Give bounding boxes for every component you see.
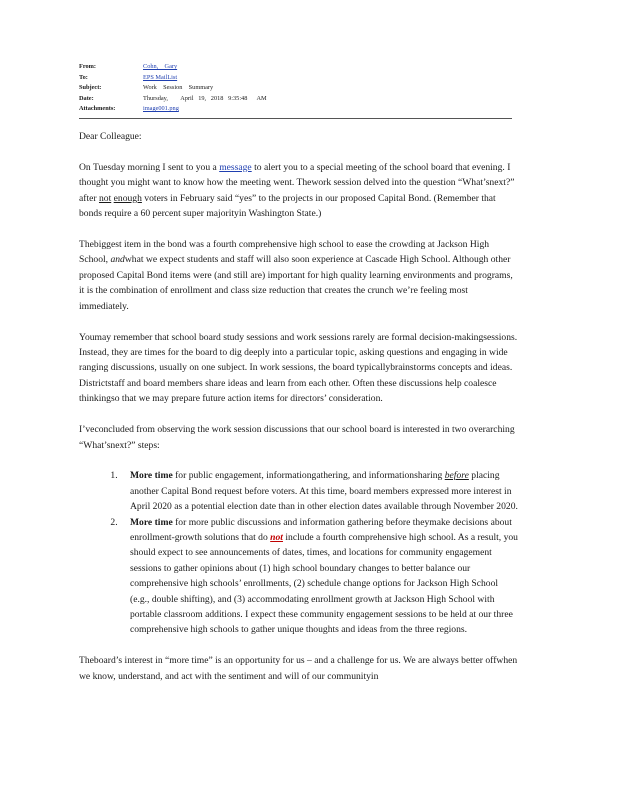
attachments-label: Attachments: [79, 105, 116, 113]
step-2-heading: More time [130, 516, 173, 528]
paragraph-3: Youmay remember that school board study sessions and work sessions rarely are formal decision-makingsessions. Instead, they are times for the board to dig deeply into a particular topic, asking questions and engaging in wide ranging discussions, usually on one subject. In work sessions, the board typicallybrainstorms concepts and ideas. Districtstaff and board members share ideas and learn from each other. Often these discussions help coalesce thinkingso that we may prepare future action items for directors’ consideration. [79, 331, 518, 405]
step-1-text-1: for public engagement, informationgathering, and informationsharing [172, 470, 445, 482]
not-emphasis: not [270, 532, 283, 544]
enough-underlined: enough [113, 192, 142, 204]
subject-row [79, 83, 511, 94]
step-1-heading: More time [130, 470, 173, 482]
from-row [79, 62, 511, 73]
to-value[interactable]: EPS MailList [143, 73, 178, 81]
greeting: Dear Colleague: [79, 131, 142, 142]
date-label: Date: [79, 94, 94, 102]
to-row [79, 73, 511, 84]
header-divider [79, 118, 512, 119]
paragraph-1 [79, 160, 519, 222]
subject-value: Work Session Summary [143, 84, 214, 92]
p2-text-2: what we expect students and staff will also soon experience at Cascade High School. Although other proposed Capital Bond items were (and still are) important for high quality learning environments and programs, it is the combination of enrollment and class size reduction that creates the crunch we’re feeling most immediately. [79, 254, 513, 312]
not-underlined: not [98, 192, 112, 204]
step-2-text-1: for more public discussions and information gathering before theymake decisions about enrollment-growth solutions that do [130, 516, 512, 544]
date-value: Thursday, April 19, 2018 9:35:48 AM [143, 94, 267, 102]
paragraph-4: I’veconcluded from observing the work session discussions that our school board is interested in two overarching “What’snext?” steps: [79, 424, 515, 451]
letter-body [79, 129, 519, 700]
steps-list [79, 468, 519, 637]
p1-text-4: voters in February said “yes” to the projects in our proposed Capital Bond. (Remember that bonds require a 60 percent super majorityin Washington State.) [79, 192, 496, 220]
step-item-1 [120, 468, 519, 514]
message-link[interactable]: message [219, 161, 252, 173]
from-label: From: [79, 63, 97, 70]
step-2-text-2: include a fourth comprehensive high school. As a result, you should expect to see announcements of dates, times, and locations for community engagement sessions to gather opinions about (1) high school boundary changes to better balance our comprehensive high schools’ enrollments, (2) schedule change options for Jackson High School (e.g., double shifting), and (3) accommodating enrollment growth at Jackson High School with portable classroom additions. I expect these community engagement sessions to be held at our three comprehensive high schools to gather unique thoughts and ideas from the three regions. [130, 532, 518, 636]
to-label: To: [79, 73, 88, 81]
p1-text-1: On Tuesday morning I sent to you a [79, 161, 220, 173]
paragraph-2 [79, 237, 519, 314]
and-emphasis: and [110, 254, 125, 266]
email-header [79, 62, 511, 115]
from-value[interactable]: Cohn, Gary [143, 63, 178, 70]
attachment-link[interactable]: image001.png [143, 105, 179, 113]
paragraph-5: Theboard’s interest in “more time” is an opportunity for us – and a challenge for us. We are always better offwhen we know, understand, and act with the sentiment and will of our communityin [79, 655, 518, 682]
before-emphasis: before [444, 470, 469, 482]
p2-text-1: Thebiggest item in the bond was a fourth comprehensive high school to ease the crowding at Jackson High School, [79, 239, 490, 266]
step-item-2 [120, 515, 519, 638]
subject-label: Subject: [79, 84, 102, 92]
date-row [79, 94, 511, 105]
step-1-text-2: placing another Capital Bond request before voters. At this time, board members expressed more interest in April 2020 as a potential election date than in other election dates available through November 2020. [130, 470, 518, 513]
attachments-row [79, 104, 511, 115]
p1-text-2: to alert you to a special meeting of the school board that evening. I thought you might want to know how the meeting went. Thework session delved into the question “What’snext?” after [79, 161, 515, 204]
